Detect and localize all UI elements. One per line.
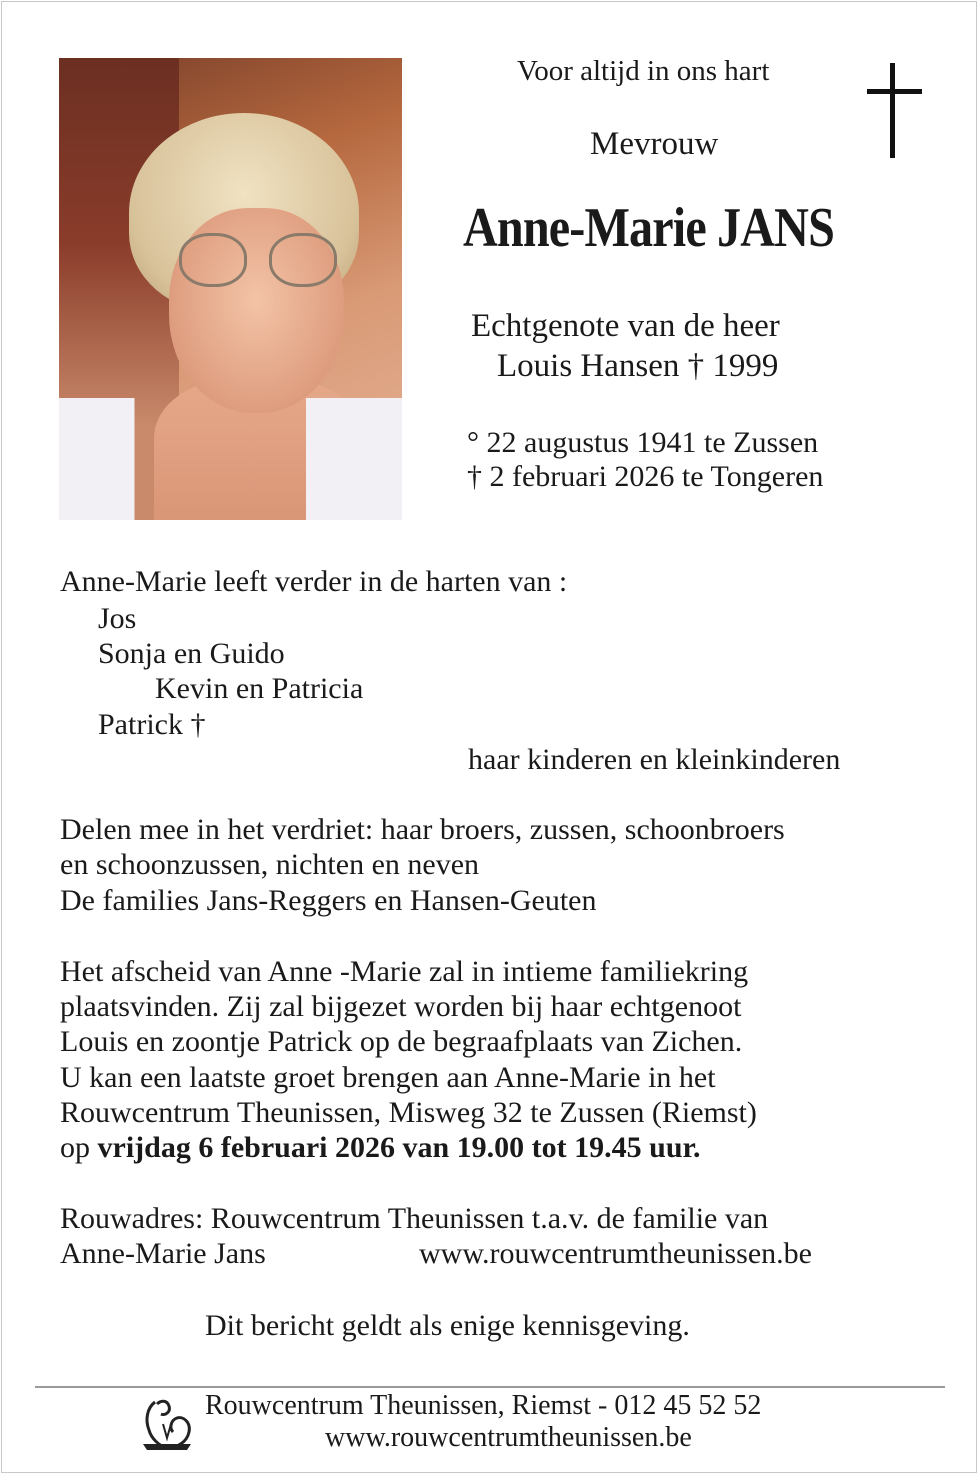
farewell-viewing-time <box>60 1133 701 1163</box>
farewell-line: Het afscheid van Anne -Marie zal in intieme familiekring <box>60 955 749 988</box>
death-date: † 2 februari 2026 te Tongeren <box>467 460 824 493</box>
survivor-name: Jos <box>98 602 137 635</box>
cross-icon-bar <box>867 89 922 94</box>
spouse-line-1: Echtgenote van de heer <box>471 308 780 344</box>
footer-contact: Rouwcentrum Theunissen, Riemst - 012 45 52 52 <box>205 1390 762 1421</box>
survivor-name: Patrick † <box>98 708 206 741</box>
motto: Voor altijd in ons hart <box>517 55 770 87</box>
condolences-line: en schoonzussen, nichten en neven <box>60 848 480 881</box>
cross-icon <box>890 63 895 158</box>
farewell-line: U kan een laatste groet brengen aan Anne-Marie in het <box>60 1061 716 1094</box>
condolences-line: Delen mee in het verdriet: haar broers, zussen, schoonbroers <box>60 813 785 846</box>
portrait-photo <box>59 58 402 520</box>
footer-divider <box>35 1386 945 1388</box>
footer-website[interactable]: www.rouwcentrumtheunissen.be <box>325 1422 692 1453</box>
survivors-intro: Anne-Marie leeft verder in de harten van : <box>60 565 568 598</box>
viewing-prefix: op <box>60 1131 98 1164</box>
birth-date: ° 22 augustus 1941 te Zussen <box>467 426 819 459</box>
deceased-name: Anne-Marie JANS <box>463 197 834 259</box>
address-name: Anne-Marie Jans <box>60 1237 266 1270</box>
address-website[interactable]: www.rouwcentrumtheunissen.be <box>419 1237 812 1270</box>
condolences-line: De families Jans-Reggers en Hansen-Geuten <box>60 884 597 917</box>
notice: Dit bericht geldt als enige kennisgeving. <box>205 1309 690 1342</box>
farewell-line: Rouwcentrum Theunissen, Misweg 32 te Zussen (Riemst) <box>60 1096 757 1129</box>
spouse-line-2: Louis Hansen † 1999 <box>497 348 779 384</box>
viewing-datetime: vrijdag 6 februari 2026 van 19.00 tot 19.45 uur. <box>97 1131 701 1164</box>
funeral-home-logo-icon <box>137 1394 197 1454</box>
farewell-line: Louis en zoontje Patrick op de begraafplaats van Zichen. <box>60 1025 743 1058</box>
survivor-name: Sonja en Guido <box>98 637 285 670</box>
honorific: Mevrouw <box>590 126 719 162</box>
address-line: Rouwadres: Rouwcentrum Theunissen t.a.v. de familie van <box>60 1202 769 1235</box>
survivors-relation: haar kinderen en kleinkinderen <box>468 743 841 776</box>
survivor-name: Kevin en Patricia <box>155 672 364 705</box>
farewell-line: plaatsvinden. Zij zal bijgezet worden bij haar echtgenoot <box>60 990 742 1023</box>
